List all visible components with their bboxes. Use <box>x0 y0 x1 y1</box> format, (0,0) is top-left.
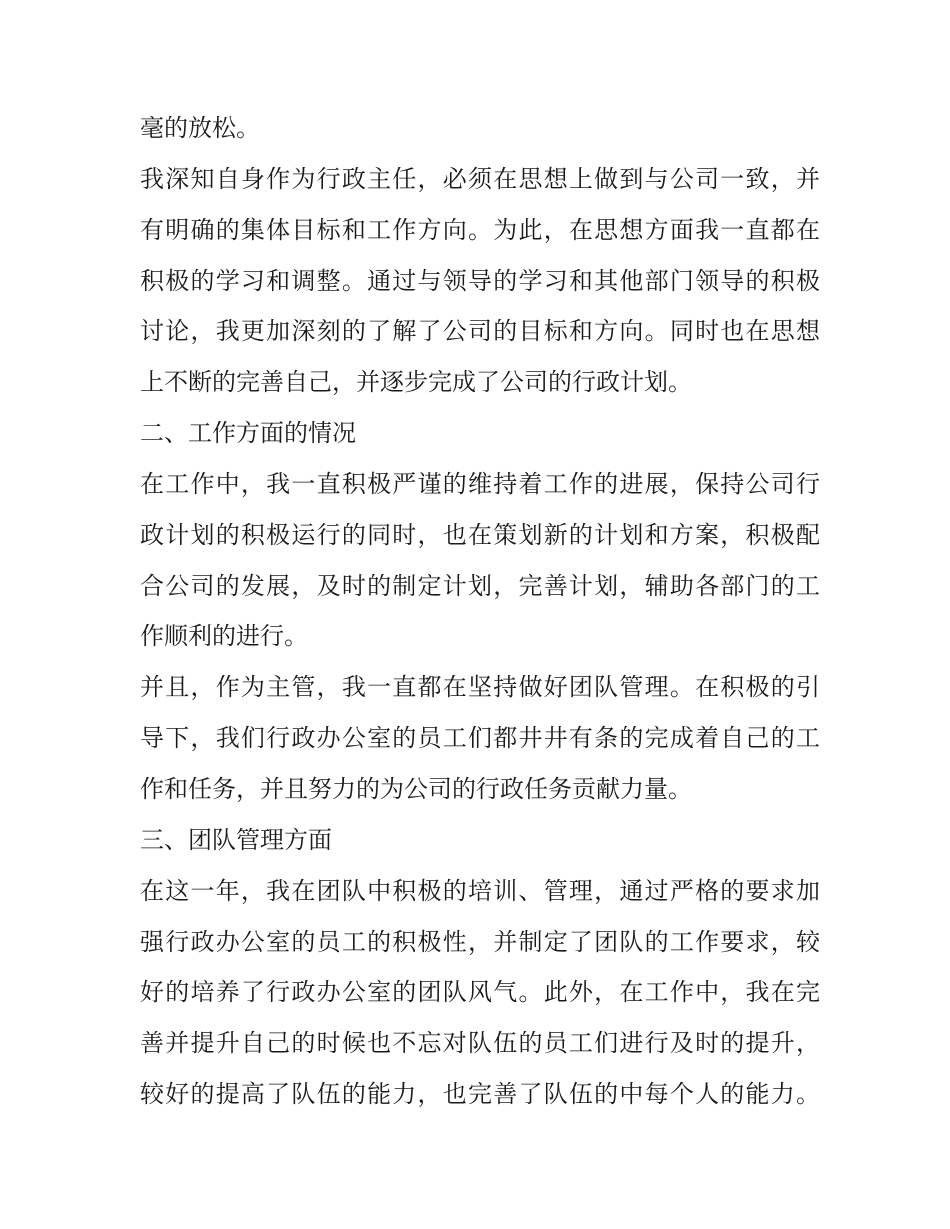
text-line: 积极的学习和调整。通过与领导的学习和其他部门领导的积极 <box>140 266 820 295</box>
text-line: 政计划的积极运行的同时，也在策划新的计划和方案，积极配 <box>140 520 820 549</box>
text-line: 较好的提高了队伍的能力，也完善了队伍的中每个人的能力。 <box>140 1080 820 1109</box>
text-line: 讨论，我更加深刻的了解了公司的目标和方向。同时也在思想 <box>140 317 820 346</box>
text-line: 毫的放松。 <box>140 114 260 142</box>
text-line: 作顺利的进行。 <box>140 622 308 651</box>
text-line: 并且，作为主管，我一直都在坚持做好团队管理。在积极的引 <box>140 673 820 702</box>
text-line: 三、团队管理方面 <box>140 825 332 854</box>
text-line: 在这一年，我在团队中积极的培训、管理，通过严格的要求加 <box>140 876 820 905</box>
text-line: 善并提升自己的时候也不忘对队伍的员工们进行及时的提升， <box>140 1029 820 1058</box>
document-body <box>140 103 820 1120</box>
text-line: 合公司的发展，及时的制定计划，完善计划，辅助各部门的工 <box>140 571 820 600</box>
text-line: 导下，我们行政办公室的员工们都井井有条的完成着自己的工 <box>140 724 820 753</box>
text-line: 作和任务，并且努力的为公司的行政任务贡献力量。 <box>140 774 692 803</box>
text-line: 我深知自身作为行政主任，必须在思想上做到与公司一致，并 <box>140 164 820 193</box>
text-line: 有明确的集体目标和工作方向。为此，在思想方面我一直都在 <box>140 215 820 244</box>
text-line: 上不断的完善自己，并逐步完成了公司的行政计划。 <box>140 368 692 397</box>
text-line: 好的培养了行政办公室的团队风气。此外，在工作中，我在完 <box>140 978 820 1007</box>
text-line: 强行政办公室的员工的积极性，并制定了团队的工作要求，较 <box>140 927 820 956</box>
text-line: 在工作中，我一直积极严谨的维持着工作的进展，保持公司行 <box>140 469 820 498</box>
text-line: 二、工作方面的情况 <box>140 419 356 448</box>
